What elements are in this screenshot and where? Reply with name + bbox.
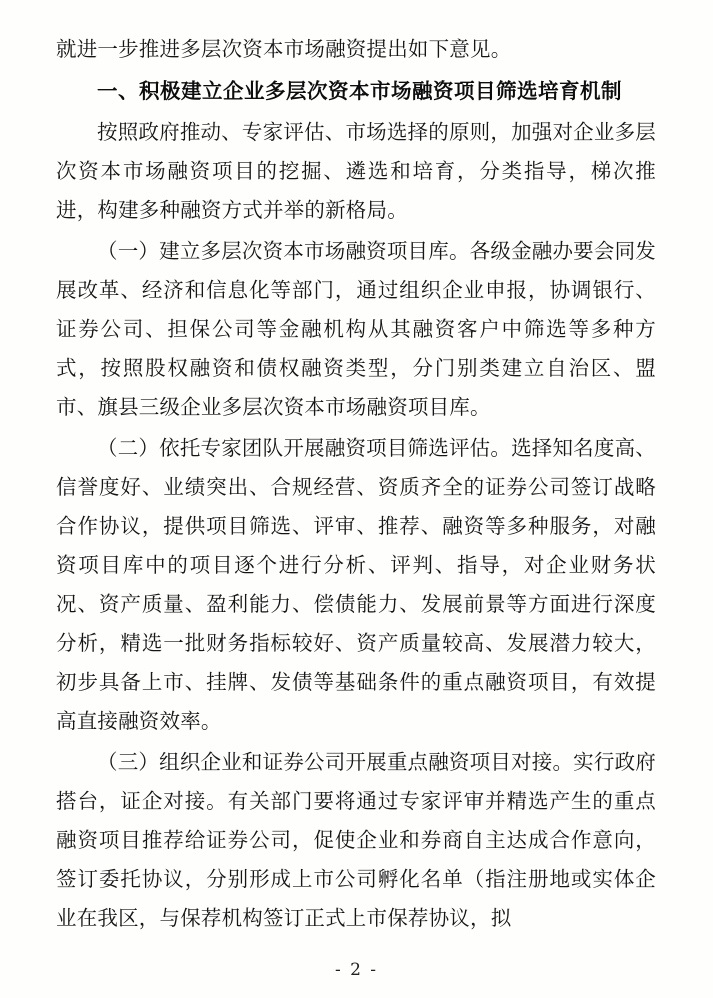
paragraph-opening: 就进一步推进多层次资本市场融资提出如下意见。 — [56, 37, 512, 61]
page-number: - 2 - — [334, 960, 379, 980]
section-heading-1: 一、积极建立企业多层次资本市场融资项目筛选培育机制 — [97, 79, 622, 103]
document-body — [56, 30, 656, 940]
paragraph-3: （二）依托专家团队开展融资项目筛选评估。选择知名度高、信誉度好、业绩突出、合规经营、资质齐全的证券公司签订战略合作协议，提供项目筛选、评审、推荐、融资等多种服务，对融资项目库中的项目逐个进行分析、评判、指导，对企业财务状况、资产质量、盈利能力、偿债能力、发展前景等方面进行深度分析，精选一批财务指标较好、资产质量较高、发展潜力较大，初步具备上市、挂牌、发债等基础条件的重点融资项目，有效提高直接融资效率。 — [56, 436, 656, 733]
paragraph-2: （一）建立多层次资本市场融资项目库。各级金融办要会同发展改革、经济和信息化等部门，通过组织企业申报，协调银行、证券公司、担保公司等金融机构从其融资客户中筛选等多种方式，按照股权融资和债权融资类型，分门别类建立自治区、盟市、旗县三级企业多层次资本市场融资项目库。 — [56, 239, 656, 419]
paragraph-4: （三）组织企业和证券公司开展重点融资项目对接。实行政府搭台，证企对接。有关部门要将通过专家评审并精选产生的重点融资项目推荐给证券公司，促使企业和券商自主达成合作意向，签订委托协议，分别形成上市公司孵化名单（指注册地或实体企业在我区，与保荐机构签订正式上市保荐协议，拟 — [56, 750, 656, 930]
page-footer — [0, 960, 713, 980]
paragraph-1: 按照政府推动、专家评估、市场选择的原则，加强对企业多层次资本市场融资项目的挖掘、遴选和培育，分类指导，梯次推进，构建多种融资方式并举的新格局。 — [56, 120, 656, 222]
